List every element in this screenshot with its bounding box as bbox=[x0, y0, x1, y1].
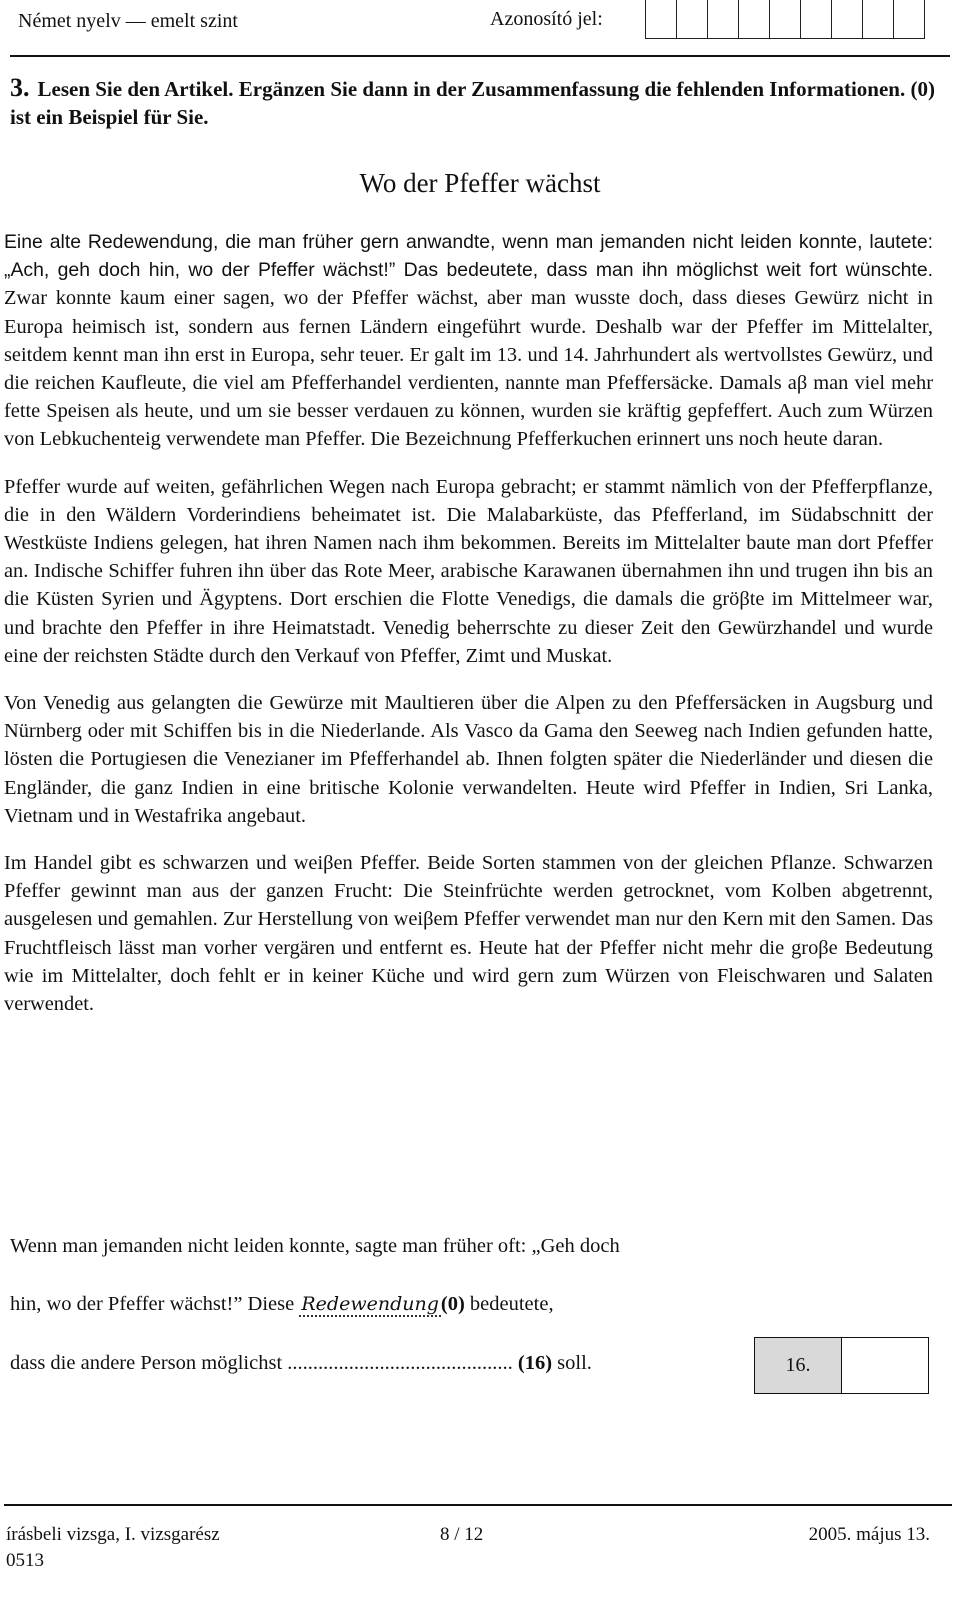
footer-code: 0513 bbox=[6, 1550, 44, 1571]
summary-line-2-end: bedeutete, bbox=[464, 1293, 554, 1315]
id-box bbox=[769, 0, 801, 39]
summary-line-3 bbox=[10, 1352, 592, 1375]
score-box bbox=[754, 1337, 929, 1394]
id-box bbox=[862, 0, 894, 39]
article-title: Wo der Pfeffer wächst bbox=[359, 168, 601, 198]
summary-line-3-end: soll. bbox=[552, 1352, 592, 1374]
summary-line-2 bbox=[10, 1293, 554, 1316]
id-label: Azonosító jel: bbox=[490, 8, 603, 30]
summary-line-2-text: hin, wo der Pfeffer wächst!” Diese bbox=[10, 1293, 300, 1315]
id-box bbox=[707, 0, 739, 39]
answer-blank-16[interactable]: dass die andere Person möglichst ............................................ bbox=[10, 1352, 518, 1374]
id-box bbox=[645, 0, 677, 39]
id-box bbox=[676, 0, 708, 39]
task-instruction bbox=[10, 74, 945, 131]
footer-exam-label: írásbeli vizsga, I. vizsgarész bbox=[6, 1524, 220, 1545]
id-box bbox=[800, 0, 832, 39]
paragraph-1-part-a: Eine alte Redewendung, die man früher gern anwandte, wenn man jemanden nicht leiden konnte, lautete: „Ach, geh doch hin, wo der Pfeffer wächst!” Das bedeutete, dass man ihn möglichst weit fort wünschte. bbox=[4, 231, 933, 282]
paragraph-1-part-b: Zwar konnte kaum einer sagen, wo der Pfeffer wächst, aber man wusste doch, dass dieses Gewürz nicht in Europa heimisch ist, sondern aus fernen Ländern eingeführt wurde. Deshalb war der Pfeffer im Mittelalter, seitdem kennt man ihn erst in Europa, sehr teuer. Er galt im 13. und 14. bbox=[4, 287, 933, 366]
header-subject: Német nyelv — emelt szint bbox=[18, 10, 238, 32]
footer-page-number: 8 / 12 bbox=[440, 1524, 484, 1545]
id-box bbox=[831, 0, 863, 39]
article-body bbox=[4, 228, 933, 1037]
article-paragraph-3: Von Venedig aus gelangten die Gewürze mit Maultieren über die Alpen zu den Pfeffersäcken in Augsburg und Nürnberg oder mit Schiffen bis in die Niederlande. Als Vasco da Gama den Seeweg nach Indien gefunden hatte, lösten die Portugiesen die Venezianer im Pfefferhandel ab. Ihnen folgten später die Niederländer und diesen die Engländer, die ganz Indien in eine britische Kolonie verwandelten. Heute wird Pfeffer in Indien, Sri Lanka, Vietnam und in Westafrika angebaut. bbox=[4, 692, 933, 827]
paragraph-1-part-c: Jahrhundert als wertvollstes Gewürz, und die reichen Kaufleute, die viel am Pfefferhandel verdienten, nannte man Pfeffersäcke. Damals aβ man viel mehr fette Speisen als heute, und um sie besser verdauen zu können, wurden sie kräftig gepfeffert. Auch zum Würzen von Lebkuchenteig verwendete man Pfeffer. Die Bezeichnung Pfefferkuchen erinnert uns noch heute daran. bbox=[4, 343, 934, 451]
example-marker: (0) bbox=[440, 1293, 465, 1315]
question-marker-16: (16) bbox=[517, 1352, 553, 1374]
header-divider bbox=[10, 55, 950, 57]
score-box-number: 16. bbox=[754, 1337, 842, 1394]
id-number-boxes bbox=[646, 0, 925, 38]
footer-date: 2005. május 13. bbox=[808, 1524, 930, 1545]
summary-line-1: Wenn man jemanden nicht leiden konnte, sagte man früher oft: „Geh doch bbox=[10, 1235, 620, 1257]
id-box bbox=[893, 0, 925, 39]
footer-divider bbox=[4, 1504, 952, 1506]
article-paragraph-1 bbox=[4, 228, 933, 454]
article-paragraph-2: Pfeffer wurde auf weiten, gefährlichen Wegen nach Europa gebracht; er stammt nämlich von der Pfefferpflanze, die in den Wäldern Vorderindiens beheimatet ist. Die Malabarküste, das Pfefferland, im Südabschnitt der Westküste Indiens gelegen, hat ihren Namen nach ihm bekommen. Bereits im Mittelalter baute man dort Pfeffer an. Indische Schiffer fuhren ihn über das Rote Meer, arabische Karawanen übernahmen ihn und trugen ihn bis an die Küsten Syrien und Ägyptens. Dort erschien die Flotte Venedigs, die damals die gröβte im Mittelmeer war, und brachte den Pfeffer in ihre Heimatstadt. Venedig beherrschte zu dieser Zeit den Gewürzhandel und wurde eine der reichsten Städte durch den Verkauf von Pfeffer, Zimt und Muskat. bbox=[4, 475, 933, 667]
article-paragraph-4: Im Handel gibt es schwarzen und weiβen Pfeffer. Beide Sorten stammen von der gleichen Pflanze. Schwarzen Pfeffer gewinnt man aus der ganzen Frucht: Die Steinfrüchte werden getrocknet, vom Kolben abgetrennt, ausgelesen und gemahlen. Zur Herstellung von weiβem Pfeffer verwendet man nur den Kern mit den Samen. Das Fruchtfleisch lässt man vorher vergären und entfernt es. Heute hat der Pfeffer nicht mehr die groβe Bedeutung wie im Mittelalter, doch fehlt er in keiner Küche und wird gern zum Würzen von Fleischwaren und Salaten verwendet. bbox=[4, 852, 933, 1016]
task-text: Lesen Sie den Artikel. Ergänzen Sie dann in der Zusammenfassung die fehlenden Informationen. (0) ist ein Beispiel für Sie. bbox=[10, 77, 935, 129]
example-answer-field[interactable]: Redewendung bbox=[301, 1293, 439, 1315]
id-box bbox=[738, 0, 770, 39]
score-box-field[interactable] bbox=[842, 1337, 929, 1394]
task-number: 3. bbox=[10, 73, 30, 102]
